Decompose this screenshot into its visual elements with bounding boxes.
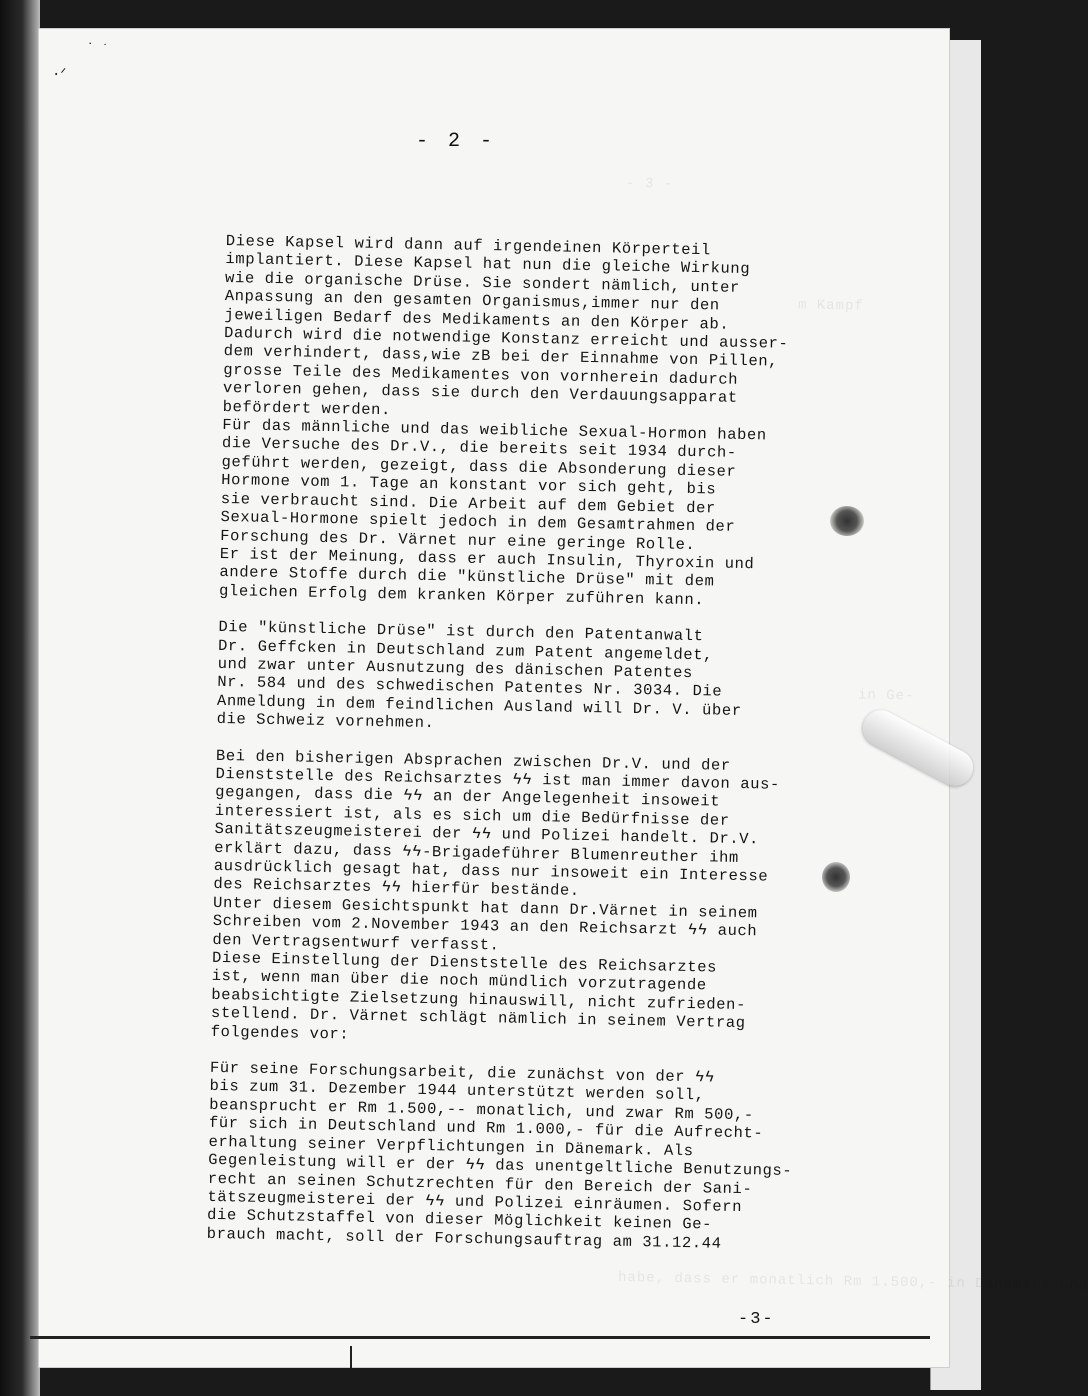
- ink-stain: [822, 862, 850, 892]
- bleed-through-text: habe, dass er monatlich Rm 1.500,- in Dänemark und: [617, 1269, 1088, 1295]
- bleed-through-text: in Ge-: [857, 687, 915, 705]
- page-bottom-shadow: [30, 1336, 930, 1339]
- bleed-through-text: - 3 -: [597, 175, 674, 193]
- page-number: - 2 -: [416, 130, 497, 153]
- paragraph-agreements: Bei den bisherigen Absprachen zwischen Dr.V. und der Dienststelle des Reichsarztes ϟϟ ist man immer davon aus- gegangen, dass die ϟϟ an der Angelegenheit insoweit interessiert ist, als es sich um die Bedürfnisse der Sanitätszeugmeisterei der ϟϟ und Polizei handelt. Dr.V. erklärt dazu, dass ϟϟ-Brigadeführer Blumenreuther ihm ausdrücklich gesagt hat, dass nur insoweit ein Interesse des Reichsarztes ϟϟ hierfür bestände. Unter diesem Gesichtspunkt hat dann Dr.Värnet in seinem Schreiben vom 2.November 1943 an den Reichsarzt ϟϟ auch den Vertragsentwurf verfasst. Diese Einstellung der Dienststelle des Reichsarztes ist, wenn man über die noch mündlich vorzutragende beabsichtigte Zielsetzung hinauswill, nicht zufrieden- stellend. Dr. Värnet schlägt nämlich in seinem Vertrag folgendes vor:: [210, 746, 781, 1044]
- paragraph-patent-registration: Die "künstliche Drüse" ist durch den Patentanwalt Dr. Geffcken in Deutschland zum Patent angemeldet, und zwar unter Ausnutzung des dänischen Patentes Nr. 584 und des schwedischen Patentes Nr. 3034. Die Anmeldung in dem feindlichen Ausland will Dr. V. über die Schweiz vornehmen.: [216, 618, 742, 733]
- ink-mark: [350, 1346, 352, 1368]
- paragraph-research-funding: Für seine Forschungsarbeit, die zunächst von der ϟϟ bis zum 31. Dezember 1944 unterstützt werden soll, beansprucht er Rm 1.500,-- monatlich, und zwar Rm 500,- für sich in Deutschland und Rm 1.000,- für die Aufrecht- erhaltung seiner Verpflichtungen in Dänemark. Als Gegenleistung will er der ϟϟ das unentgeltliche Benutzungs- recht an seinen Schutzrechten für den Bereich der Sani- tätszeugmeisterei der ϟϟ und Polizei einräumen. Sofern die Schutzstaffel von dieser Möglichkeit keinen Ge- brauch macht, soll der Forschungsauftrag am 31.12.44: [206, 1058, 793, 1253]
- bleed-through-text: m Kampf: [797, 297, 864, 315]
- adjacent-page-edge: [0, 0, 40, 1396]
- document-page: [38, 28, 1088, 1368]
- next-page-number: -3-: [738, 1310, 775, 1329]
- ink-stain: [830, 506, 864, 536]
- body-text: [207, 232, 926, 1256]
- paragraph-capsule-implant: Diese Kapsel wird dann auf irgendeinen Körperteil implantiert. Diese Kapsel hat nun die gleiche Wirkung wie die organische Drüse. Sie sondert nämlich, unter Anpassung an den gesamten Organismus,immer nur den jeweiligen Bedarf des Medikaments an den Körper ab. Dadurch wird die notwendige Konstanz erreicht und ausser- dem verhindert, dass,wie zB bei der Einnahme von Pillen, grosse Teile des Medikamentes von vornherein dadurch verloren gehen, dass sie durch den Verdauungsapparat befördert werden. Für das männliche und das weibliche Sexual-Hormon haben die Versuche des Dr.V., die bereits seit 1934 durch- geführt werden, gezeigt, dass die Absonderung dieser Hormone vom 1. Tage an konstant vor sich geht, bis sie verbraucht sind. Die Arbeit auf dem Gebiet der Sexual-Hormone spielt jedoch in dem Gesamtrahmen der Forschung des Dr. Värnet nur eine geringe Rolle. Er ist der Meinung, dass er auch Insulin, Thyroxin und andere Stoffe durch die "künstliche Drüse" mit dem gleichen Erfolg dem kranken Körper zuführen kann.: [218, 232, 789, 609]
- punch-mark: ·ᐟ: [52, 67, 67, 83]
- punch-mark: ˙ ͘: [86, 42, 103, 58]
